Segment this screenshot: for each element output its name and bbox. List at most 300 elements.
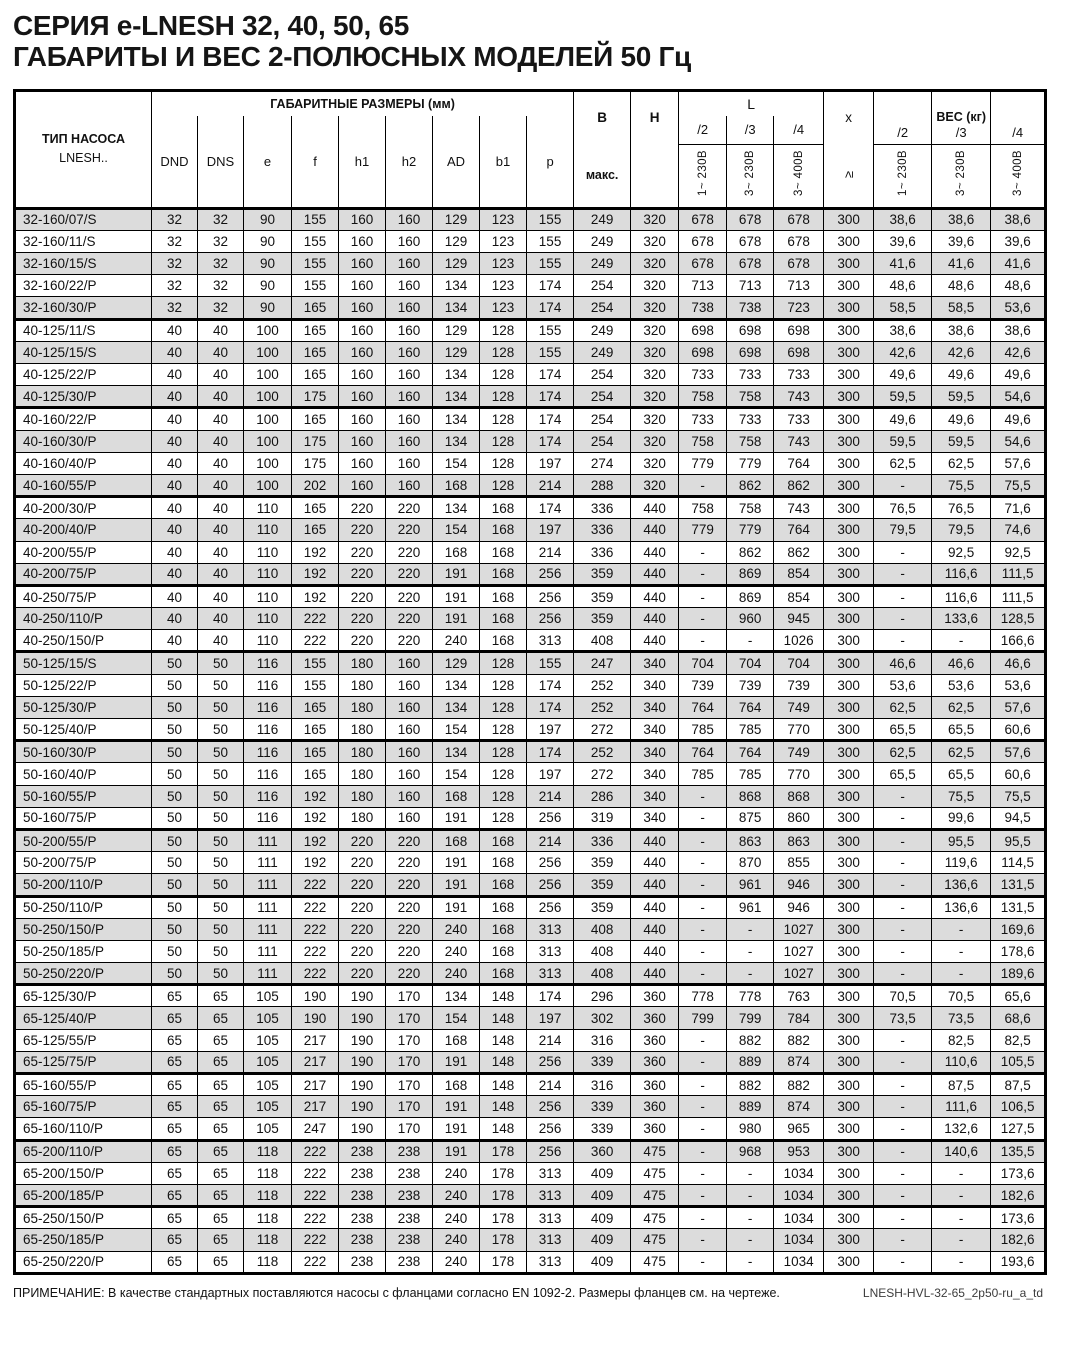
- value-cell: 65: [152, 1051, 198, 1073]
- value-cell: 192: [292, 541, 339, 563]
- value-cell: 300: [824, 918, 874, 940]
- value-cell: 336: [574, 541, 631, 563]
- value-cell: 160: [339, 408, 386, 430]
- value-cell: 116: [244, 763, 292, 785]
- value-cell: 300: [824, 1140, 874, 1162]
- value-cell: 240: [433, 1184, 480, 1206]
- value-cell: 160: [386, 474, 433, 496]
- table-row: [15, 763, 1046, 785]
- value-cell: 62,5: [932, 741, 991, 763]
- model-cell: 65-160/75/P: [15, 1096, 152, 1118]
- value-cell: 300: [824, 1207, 874, 1229]
- value-cell: 168: [480, 874, 527, 896]
- value-cell: 220: [339, 541, 386, 563]
- value-cell: 118: [244, 1207, 292, 1229]
- value-cell: 980: [727, 1118, 774, 1140]
- value-cell: 40: [152, 497, 198, 519]
- value-cell: -: [874, 474, 932, 496]
- value-cell: 134: [433, 275, 480, 297]
- value-cell: 38,6: [991, 208, 1046, 230]
- value-cell: 135,5: [991, 1140, 1046, 1162]
- value-cell: 968: [727, 1140, 774, 1162]
- value-cell: 65: [198, 1162, 244, 1184]
- value-cell: 240: [433, 1162, 480, 1184]
- value-cell: 65,5: [874, 763, 932, 785]
- value-cell: 743: [774, 386, 824, 408]
- col-header-p: p: [527, 116, 574, 208]
- value-cell: -: [874, 1207, 932, 1229]
- value-cell: 313: [527, 630, 574, 652]
- value-cell: -: [679, 1251, 727, 1273]
- value-cell: 65: [152, 1251, 198, 1273]
- value-cell: 180: [339, 741, 386, 763]
- model-cell: 50-160/40/P: [15, 763, 152, 785]
- value-cell: 160: [386, 208, 433, 230]
- value-cell: 256: [527, 563, 574, 585]
- value-cell: 116: [244, 696, 292, 718]
- value-cell: 254: [574, 430, 631, 452]
- value-cell: 408: [574, 963, 631, 985]
- value-cell: 197: [527, 1007, 574, 1029]
- value-cell: 95,5: [991, 829, 1046, 851]
- value-cell: 168: [480, 963, 527, 985]
- value-cell: 95,5: [932, 829, 991, 851]
- model-cell: 50-160/55/P: [15, 785, 152, 807]
- value-cell: 300: [824, 1074, 874, 1096]
- value-cell: 698: [774, 341, 824, 363]
- value-cell: 174: [527, 408, 574, 430]
- value-cell: 50: [152, 807, 198, 829]
- value-cell: -: [727, 1229, 774, 1251]
- value-cell: 110: [244, 608, 292, 630]
- value-cell: 65: [198, 1207, 244, 1229]
- value-cell: 50: [152, 896, 198, 918]
- value-cell: 799: [727, 1007, 774, 1029]
- value-cell: 733: [774, 364, 824, 386]
- value-cell: 220: [386, 541, 433, 563]
- value-cell: 763: [774, 985, 824, 1007]
- value-cell: 785: [727, 763, 774, 785]
- value-cell: 764: [727, 696, 774, 718]
- value-cell: 191: [433, 1051, 480, 1073]
- value-cell: 191: [433, 874, 480, 896]
- value-cell: 764: [679, 741, 727, 763]
- value-cell: 134: [433, 985, 480, 1007]
- value-cell: 100: [244, 408, 292, 430]
- value-cell: 713: [679, 275, 727, 297]
- table-row: [15, 1251, 1046, 1273]
- value-cell: 320: [631, 430, 679, 452]
- value-cell: 190: [339, 1007, 386, 1029]
- value-cell: 220: [386, 940, 433, 962]
- value-cell: 359: [574, 874, 631, 896]
- value-cell: 300: [824, 474, 874, 496]
- value-cell: -: [874, 852, 932, 874]
- col-header-f: f: [292, 116, 339, 208]
- value-cell: 110,6: [932, 1051, 991, 1073]
- value-cell: 300: [824, 940, 874, 962]
- value-cell: 50: [152, 696, 198, 718]
- value-cell: 220: [386, 497, 433, 519]
- value-cell: 155: [527, 319, 574, 341]
- value-cell: -: [727, 918, 774, 940]
- value-cell: 168: [480, 918, 527, 940]
- value-cell: 197: [527, 763, 574, 785]
- col-header-h1: h1: [339, 116, 386, 208]
- value-cell: 118: [244, 1162, 292, 1184]
- value-cell: 300: [824, 807, 874, 829]
- value-cell: 49,6: [874, 408, 932, 430]
- value-cell: 240: [433, 1229, 480, 1251]
- value-cell: 220: [339, 630, 386, 652]
- value-cell: 105: [244, 1051, 292, 1073]
- value-cell: -: [727, 940, 774, 962]
- value-cell: 57,6: [991, 452, 1046, 474]
- value-cell: 116: [244, 807, 292, 829]
- value-cell: -: [874, 963, 932, 985]
- table-body: [15, 208, 1046, 1273]
- value-cell: 148: [480, 1007, 527, 1029]
- value-cell: 174: [527, 985, 574, 1007]
- value-cell: 220: [339, 896, 386, 918]
- table-row: [15, 1074, 1046, 1096]
- value-cell: 220: [339, 829, 386, 851]
- value-cell: 111: [244, 852, 292, 874]
- value-cell: 440: [631, 519, 679, 541]
- value-cell: 238: [339, 1184, 386, 1206]
- l-col-4-header: /4: [774, 116, 824, 144]
- value-cell: 678: [679, 208, 727, 230]
- value-cell: 678: [727, 253, 774, 275]
- value-cell: -: [874, 1051, 932, 1073]
- value-cell: 174: [527, 364, 574, 386]
- value-cell: 100: [244, 341, 292, 363]
- value-cell: 128: [480, 319, 527, 341]
- table-row: [15, 674, 1046, 696]
- value-cell: 131,5: [991, 896, 1046, 918]
- value-cell: 165: [292, 519, 339, 541]
- value-cell: 39,6: [932, 230, 991, 252]
- value-cell: 854: [774, 563, 824, 585]
- value-cell: 40: [198, 608, 244, 630]
- value-cell: 252: [574, 741, 631, 763]
- value-cell: 360: [574, 1140, 631, 1162]
- value-cell: -: [679, 1162, 727, 1184]
- value-cell: 165: [292, 497, 339, 519]
- value-cell: 154: [433, 519, 480, 541]
- value-cell: 165: [292, 319, 339, 341]
- value-cell: 300: [824, 408, 874, 430]
- value-cell: 94,5: [991, 807, 1046, 829]
- l4-voltage-label: 3~ 400В: [774, 144, 824, 208]
- value-cell: 53,6: [991, 674, 1046, 696]
- value-cell: 160: [339, 341, 386, 363]
- value-cell: 300: [824, 652, 874, 674]
- value-cell: 320: [631, 230, 679, 252]
- model-cell: 50-125/30/P: [15, 696, 152, 718]
- value-cell: 408: [574, 918, 631, 940]
- value-cell: 240: [433, 1207, 480, 1229]
- value-cell: 320: [631, 474, 679, 496]
- value-cell: 191: [433, 1096, 480, 1118]
- value-cell: 249: [574, 230, 631, 252]
- value-cell: 165: [292, 719, 339, 741]
- value-cell: 698: [774, 319, 824, 341]
- value-cell: 408: [574, 940, 631, 962]
- value-cell: 190: [339, 1118, 386, 1140]
- value-cell: 90: [244, 208, 292, 230]
- value-cell: 178: [480, 1207, 527, 1229]
- value-cell: 82,5: [991, 1029, 1046, 1051]
- value-cell: 134: [433, 674, 480, 696]
- value-cell: -: [932, 940, 991, 962]
- value-cell: 129: [433, 230, 480, 252]
- value-cell: 170: [386, 1007, 433, 1029]
- value-cell: 220: [339, 918, 386, 940]
- model-cell: 65-160/110/P: [15, 1118, 152, 1140]
- value-cell: 743: [774, 430, 824, 452]
- value-cell: -: [679, 1184, 727, 1206]
- page-title-line1: СЕРИЯ e-LNESH 32, 40, 50, 65: [13, 10, 410, 41]
- value-cell: -: [727, 1207, 774, 1229]
- value-cell: 40: [198, 519, 244, 541]
- value-cell: 733: [679, 364, 727, 386]
- value-cell: 165: [292, 297, 339, 319]
- value-cell: 160: [339, 297, 386, 319]
- value-cell: 678: [679, 230, 727, 252]
- value-cell: 440: [631, 497, 679, 519]
- value-cell: 254: [574, 386, 631, 408]
- value-cell: 300: [824, 563, 874, 585]
- value-cell: 191: [433, 852, 480, 874]
- value-cell: 90: [244, 275, 292, 297]
- value-cell: 40: [152, 474, 198, 496]
- table-row: [15, 1229, 1046, 1251]
- value-cell: 65: [152, 1096, 198, 1118]
- table-row: [15, 585, 1046, 607]
- value-cell: 155: [527, 341, 574, 363]
- value-cell: 953: [774, 1140, 824, 1162]
- value-cell: 678: [727, 230, 774, 252]
- value-cell: 222: [292, 1184, 339, 1206]
- l3-voltage-label: 3~ 230В: [727, 144, 774, 208]
- value-cell: 360: [631, 1029, 679, 1051]
- value-cell: 778: [727, 985, 774, 1007]
- value-cell: 240: [433, 1251, 480, 1273]
- value-cell: 59,5: [874, 430, 932, 452]
- value-cell: 220: [339, 874, 386, 896]
- value-cell: 882: [727, 1029, 774, 1051]
- value-cell: 300: [824, 719, 874, 741]
- value-cell: -: [727, 1184, 774, 1206]
- value-cell: 862: [774, 541, 824, 563]
- table-row: [15, 497, 1046, 519]
- value-cell: -: [874, 1184, 932, 1206]
- value-cell: 50: [198, 785, 244, 807]
- value-cell: 296: [574, 985, 631, 1007]
- value-cell: 197: [527, 452, 574, 474]
- value-cell: 739: [679, 674, 727, 696]
- value-cell: 197: [527, 719, 574, 741]
- table-row: [15, 297, 1046, 319]
- value-cell: 50: [152, 785, 198, 807]
- value-cell: 71,6: [991, 497, 1046, 519]
- value-cell: -: [932, 1184, 991, 1206]
- value-cell: 440: [631, 541, 679, 563]
- value-cell: 300: [824, 541, 874, 563]
- value-cell: 869: [727, 585, 774, 607]
- value-cell: 123: [480, 275, 527, 297]
- value-cell: 863: [727, 829, 774, 851]
- value-cell: 62,5: [932, 452, 991, 474]
- model-cell: 40-200/40/P: [15, 519, 152, 541]
- table-row: [15, 1184, 1046, 1206]
- value-cell: 160: [386, 430, 433, 452]
- value-cell: 785: [727, 719, 774, 741]
- value-cell: 50: [152, 940, 198, 962]
- col-header-dns: DNS: [198, 116, 244, 208]
- value-cell: 168: [480, 852, 527, 874]
- value-cell: 764: [727, 741, 774, 763]
- value-cell: -: [679, 1229, 727, 1251]
- value-cell: 300: [824, 763, 874, 785]
- value-cell: 128: [480, 652, 527, 674]
- value-cell: 123: [480, 253, 527, 275]
- value-cell: 220: [386, 896, 433, 918]
- weight2-voltage-label: 1~ 230В: [874, 144, 932, 208]
- value-cell: 869: [727, 563, 774, 585]
- l-col-2-header: /2: [679, 116, 727, 144]
- value-cell: 65: [198, 1140, 244, 1162]
- value-cell: 320: [631, 253, 679, 275]
- value-cell: 300: [824, 852, 874, 874]
- footer-note: ПРИМЕЧАНИЕ: В качестве стандартных поставляются насосы с фланцами согласно EN 1092-2. Размеры фланцев см. на чертеже.: [13, 1285, 780, 1300]
- value-cell: 240: [433, 918, 480, 940]
- value-cell: 320: [631, 408, 679, 430]
- value-cell: 50: [198, 940, 244, 962]
- value-cell: 758: [679, 386, 727, 408]
- value-cell: 65: [198, 1029, 244, 1051]
- value-cell: 155: [292, 253, 339, 275]
- model-cell: 65-125/40/P: [15, 1007, 152, 1029]
- value-cell: 49,6: [932, 364, 991, 386]
- model-cell: 50-125/22/P: [15, 674, 152, 696]
- value-cell: 49,6: [991, 364, 1046, 386]
- value-cell: 222: [292, 1251, 339, 1273]
- model-cell: 50-200/55/P: [15, 829, 152, 851]
- value-cell: 300: [824, 319, 874, 341]
- value-cell: 1034: [774, 1162, 824, 1184]
- value-cell: -: [679, 541, 727, 563]
- value-cell: -: [874, 1096, 932, 1118]
- value-cell: 440: [631, 918, 679, 940]
- value-cell: 946: [774, 896, 824, 918]
- value-cell: 170: [386, 1029, 433, 1051]
- value-cell: 128: [480, 741, 527, 763]
- value-cell: 40: [152, 630, 198, 652]
- value-cell: 222: [292, 918, 339, 940]
- value-cell: 313: [527, 940, 574, 962]
- value-cell: 698: [727, 341, 774, 363]
- value-cell: -: [874, 829, 932, 851]
- value-cell: 191: [433, 1140, 480, 1162]
- value-cell: 53,6: [991, 297, 1046, 319]
- value-cell: 40: [152, 408, 198, 430]
- value-cell: 160: [339, 208, 386, 230]
- value-cell: 75,5: [932, 785, 991, 807]
- value-cell: 65,5: [932, 719, 991, 741]
- value-cell: 247: [574, 652, 631, 674]
- value-cell: 128: [480, 785, 527, 807]
- value-cell: 50: [198, 763, 244, 785]
- value-cell: 128: [480, 452, 527, 474]
- value-cell: 116: [244, 652, 292, 674]
- value-cell: 360: [631, 1118, 679, 1140]
- value-cell: 116,6: [932, 563, 991, 585]
- value-cell: 698: [679, 319, 727, 341]
- value-cell: 50: [152, 652, 198, 674]
- value-cell: 168: [480, 541, 527, 563]
- value-cell: 128: [480, 364, 527, 386]
- value-cell: 698: [679, 341, 727, 363]
- value-cell: 300: [824, 253, 874, 275]
- value-cell: 340: [631, 674, 679, 696]
- value-cell: 155: [292, 208, 339, 230]
- value-cell: 40: [198, 497, 244, 519]
- table-row: [15, 719, 1046, 741]
- value-cell: 168: [433, 1074, 480, 1096]
- value-cell: 118: [244, 1251, 292, 1273]
- value-cell: 40: [198, 430, 244, 452]
- value-cell: 733: [774, 408, 824, 430]
- value-cell: -: [874, 1074, 932, 1096]
- value-cell: 41,6: [991, 253, 1046, 275]
- value-cell: 190: [292, 1007, 339, 1029]
- value-cell: 320: [631, 452, 679, 474]
- value-cell: 116: [244, 719, 292, 741]
- value-cell: 154: [433, 763, 480, 785]
- value-cell: 79,5: [874, 519, 932, 541]
- value-cell: 249: [574, 208, 631, 230]
- value-cell: 217: [292, 1051, 339, 1073]
- value-cell: 105: [244, 1096, 292, 1118]
- value-cell: 190: [339, 1074, 386, 1096]
- value-cell: 40: [152, 541, 198, 563]
- value-cell: 779: [727, 452, 774, 474]
- value-cell: 889: [727, 1096, 774, 1118]
- value-cell: 860: [774, 807, 824, 829]
- value-cell: 440: [631, 896, 679, 918]
- value-cell: 300: [824, 963, 874, 985]
- value-cell: -: [727, 630, 774, 652]
- value-cell: 54,6: [991, 386, 1046, 408]
- value-cell: 154: [433, 1007, 480, 1029]
- value-cell: 678: [727, 208, 774, 230]
- value-cell: 111: [244, 963, 292, 985]
- value-cell: 359: [574, 563, 631, 585]
- value-cell: 70,5: [932, 985, 991, 1007]
- b-max-header: B макс.: [574, 90, 631, 208]
- value-cell: 180: [339, 719, 386, 741]
- weight-kg-label: ВЕС (кг): [936, 109, 986, 124]
- value-cell: 784: [774, 1007, 824, 1029]
- value-cell: 100: [244, 430, 292, 452]
- value-cell: 704: [679, 652, 727, 674]
- table-row: [15, 341, 1046, 363]
- weight4-voltage-label: 3~ 400В: [991, 144, 1046, 208]
- value-cell: -: [679, 1140, 727, 1162]
- value-cell: 359: [574, 585, 631, 607]
